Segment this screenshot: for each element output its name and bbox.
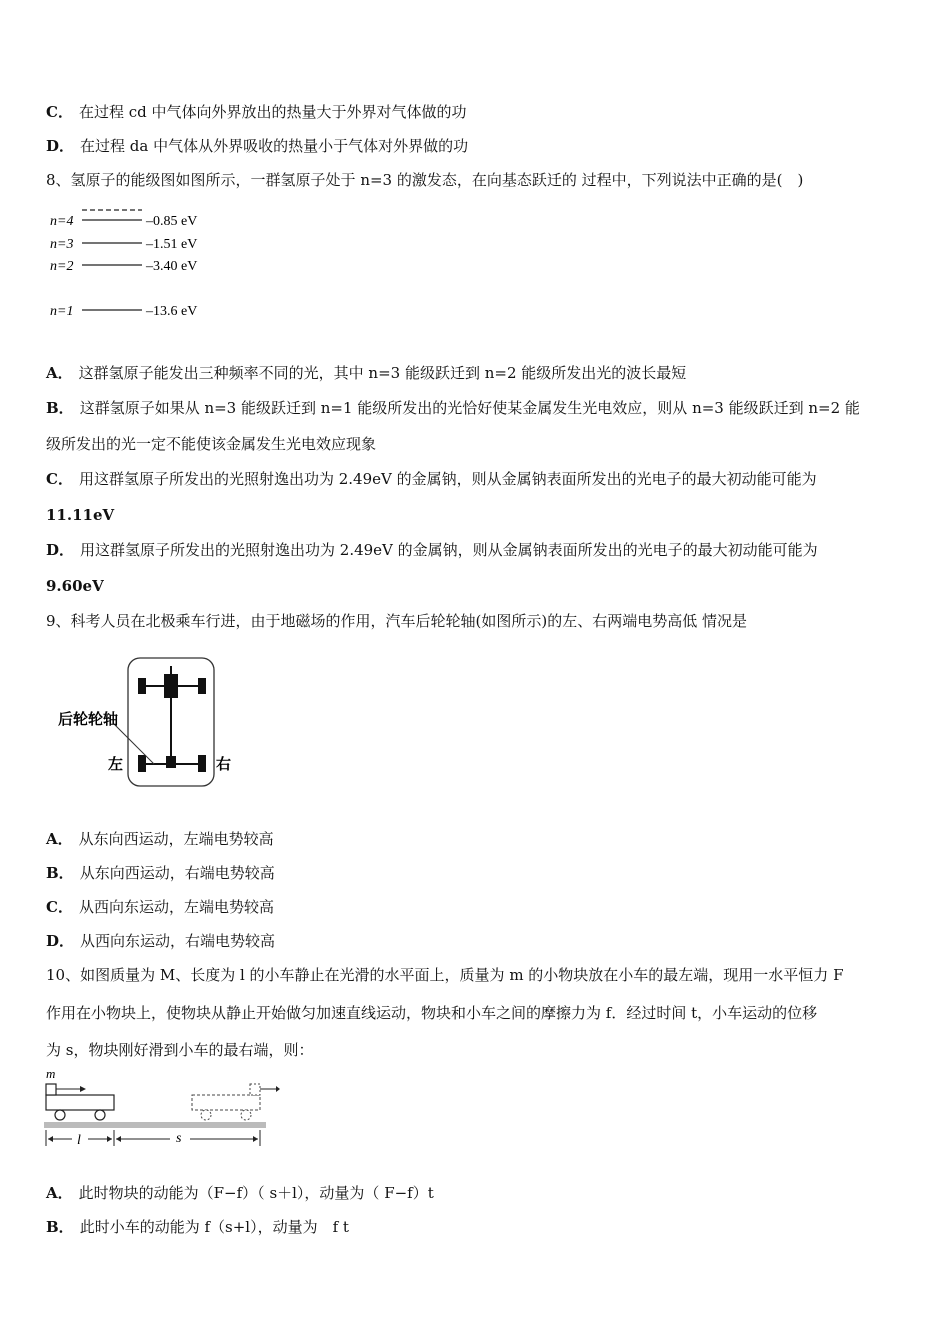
level-energy-4: –0.85 eV [146,214,198,229]
dim-l-left-arrowhead [48,1136,53,1142]
length-l-label: l [77,1133,81,1148]
engine-block [164,674,178,698]
option-text: 从东向西运动，左端电势较高 [78,830,274,848]
force-arrowhead-final [276,1086,280,1092]
cart-initial [46,1095,114,1110]
q9-option-a [46,829,910,849]
option-key: D． [46,932,75,950]
dim-s-left-arrowhead [116,1136,121,1142]
option-text: 从西向东运动，左端电势较高 [78,898,274,916]
q10-stem-line-3: 为 s，物块刚好滑到小车的最右端，则： [46,1041,314,1059]
option-text: 在过程 da 中气体从外界吸收的热量小于气体对外界做的功 [80,137,469,155]
level-label-1: n=1 [50,304,74,319]
option-key: D． [46,541,75,559]
left-label: 左 [108,757,124,773]
displacement-s-label: s [176,1131,182,1146]
dim-s-right-arrowhead [253,1136,258,1142]
q10-option-a [46,1183,910,1203]
option-key: B． [46,399,74,417]
dim-l-right-arrowhead [107,1136,112,1142]
cart-final [192,1095,260,1110]
option-key: D． [46,137,75,155]
option-text: 从西向东运动，右端电势较高 [80,932,276,950]
q8-option-b-cont: 级所发出的光一定不能使该金属发生光电效应现象 [46,435,377,453]
q8-option-a [46,363,910,383]
level-label-2: n=2 [50,259,74,274]
energy-level-diagram [46,204,226,324]
cart-final-wheel-right [241,1110,251,1120]
ground-surface [44,1122,266,1128]
level-energy-3: –1.51 eV [146,237,198,252]
force-arrowhead-initial [80,1086,86,1092]
option-key: C． [46,103,73,121]
level-label-4: n=4 [50,214,74,229]
option-text: 这群氢原子能发出三种频率不同的光，其中 n=3 能级跃迁到 n=2 能级所发出光的波长最短 [78,364,687,382]
option-key: C． [46,470,73,488]
option-key: A． [46,364,73,382]
q9-option-c [46,897,910,917]
level-energy-2: –3.40 eV [146,259,198,274]
option-text: 这群氢原子如果从 n=3 能级跃迁到 n=1 能级所发出的光恰好使某金属发生光电效应，则从 n=3 能级跃迁到 n=2 能 [79,399,860,417]
option-text: 用这群氢原子所发出的光照射逸出功为 2.49eV 的金属钠，则从金属钠表面所发出的光电子的最大初动能可能为 [80,541,818,559]
axle-label: 后轮轮轴 [58,712,119,728]
option-text: 此时物块的动能为（F−f）（ s＋l），动量为（ F−f）t [78,1184,434,1202]
mass-m-label: m [46,1066,56,1081]
cart-initial-wheel-right [95,1110,105,1120]
q7-option-d [46,136,910,156]
q8-option-c [46,469,910,489]
option-text: 在过程 cd 中气体向外界放出的热量大于外界对气体做的功 [78,103,467,121]
rear-right-wheel [198,755,206,772]
front-left-wheel [138,678,146,694]
block-initial [46,1084,56,1095]
option-key: C． [46,898,73,916]
cart-block-diagram [40,1064,280,1156]
differential [166,756,176,768]
front-right-wheel [198,678,206,694]
option-key: A． [46,830,73,848]
q8-option-c-cont: 11.11eV [46,506,115,524]
option-text: 从东向西运动，右端电势较高 [79,864,275,882]
q9-stem: 9、科考人员在北极乘车行进，由于地磁场的作用，汽车后轮轮轴(如图所示)的左、右两端电势高低 情况是 [46,612,748,630]
q10-option-b [46,1217,910,1237]
q9-option-b [46,863,910,883]
q7-option-c [46,102,910,122]
level-energy-1: –13.6 eV [146,304,198,319]
q8-option-b [46,398,910,418]
q9-option-d [46,931,910,951]
right-label: 右 [216,757,232,773]
q8-option-d-cont: 9.60eV [46,577,104,595]
option-text: 此时小车的动能为 f（s+l），动量为 f t [79,1218,349,1236]
q10-stem-line-1: 10、如图质量为 M、长度为 l 的小车静止在光滑的水平面上，质量为 m 的小物块放在小车的最左端，现用一水平恒力 F [46,966,844,984]
rear-axle-diagram [56,654,246,790]
q8-option-d [46,540,910,560]
option-key: A． [46,1184,73,1202]
cart-initial-wheel-left [55,1110,65,1120]
cart-final-wheel-left [201,1110,211,1120]
option-key: B． [46,1218,74,1236]
option-key: B． [46,864,74,882]
q10-stem-line-2: 作用在小物块上，使物块从静止开始做匀加速直线运动，物块和小车之间的摩擦力为 f．经过时间 t，小车运动的位移 [46,1004,818,1022]
block-final [250,1084,260,1095]
level-label-3: n=3 [50,237,74,252]
option-text: 用这群氢原子所发出的光照射逸出功为 2.49eV 的金属钠，则从金属钠表面所发出的光电子的最大初动能可能为 [78,470,817,488]
q8-stem: 8、氢原子的能级图如图所示，一群氢原子处于 n=3 的激发态，在向基态跃迁的 过程中，下列说法中正确的是( ) [46,171,804,189]
rear-left-wheel [138,755,146,772]
